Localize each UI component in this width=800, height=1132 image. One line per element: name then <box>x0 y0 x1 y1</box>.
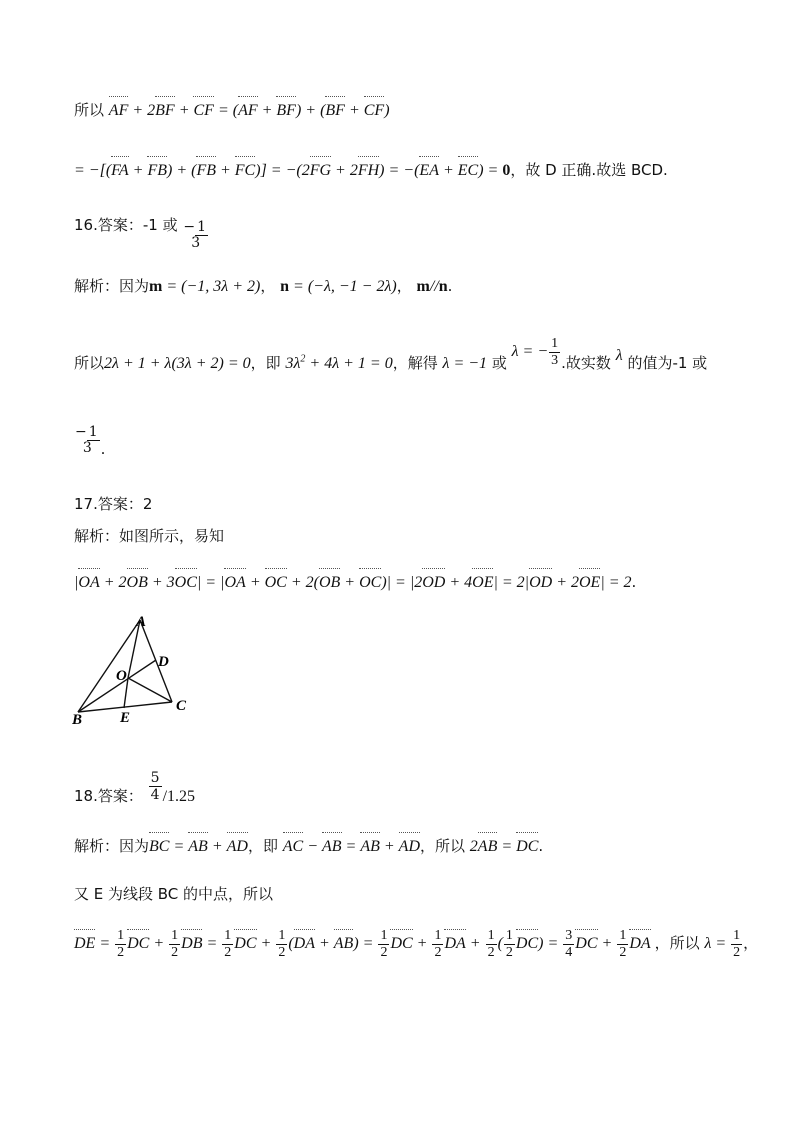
intro-text: 所以 <box>74 101 105 119</box>
expr-3: 2AB = DC <box>469 838 539 855</box>
final-tail: ，所以 <box>654 934 700 953</box>
q18-analysis-line-2: 又 E 为线段 BC 的中点，所以 <box>74 885 274 903</box>
final-vector-equation: DE = $\frac{1}{2}$ DC + $\frac{1}{2}$ DB = $\frac{1}{2}$ DC + $\frac{1}{2}$ (DA + AB) = $\frac{1}{2}$ DC + $\frac{1}{2}$ DA + $\frac{1}{2}$ ( $\frac{1}{2}$ DC) = $\frac{3}{4}$ DC + $\frac{1}{2}$ DA <box>74 928 651 960</box>
lambda-symbol: λ <box>615 347 623 365</box>
conclusion-text-1: .故实数 <box>561 354 611 373</box>
q18-analysis-line-1: 解析：因为BC = AB + AD，即 AC − AB = AB + AD，所以 2AB = DC. <box>74 837 544 855</box>
eq-mid: ，即 <box>250 354 281 373</box>
q18-answer <box>74 770 195 803</box>
mid-1: ，即 <box>247 837 278 855</box>
lambda-half: λ = $\frac{1}{2}$ <box>704 928 741 960</box>
label-C: C <box>176 698 187 714</box>
solve-text: ，解得 <box>392 354 438 373</box>
eq-prefix: 所以 <box>74 354 105 373</box>
solution-2: λ = − $\frac{1}{3}$ <box>511 336 559 368</box>
label-O: O <box>116 668 127 684</box>
q16-analysis-prefix: 解析：因为 <box>74 277 150 295</box>
q18-final-equation: DE = $\frac{1}{2}$ DC + $\frac{1}{2}$ DB = $\frac{1}{2}$ DC + $\frac{1}{2}$ (DA + AB) = $\frac{1}{2}$ DC + $\frac{1}{2}$ DA + $\frac{1}{2}$ ( $\frac{1}{2}$ DC) = $\frac{3}{4}$ DC + $\frac{1}{2}$ DA ，所以 λ = $\frac{1}{2}$ ， <box>74 928 759 960</box>
vector-m-expr: m = (−1, 3λ + 2) <box>149 278 261 295</box>
q17-analysis: 解析：如图所示，易知 <box>74 527 225 545</box>
expr-2: AC − AB = AB + AD <box>282 838 420 855</box>
proof-line-2 <box>74 160 668 181</box>
q16-final-fraction: − 1 3 . <box>75 424 106 458</box>
label-B: B <box>72 712 83 724</box>
expr-1: BC = AB + AD <box>149 838 248 855</box>
q17-equation: |OA + 2OB + 3OC| = |OA + OC + 2(OB + OC)| = |2OD + 4OE| = 2|OD + 2OE| = 2. <box>74 573 637 591</box>
vector-equation-1: AF + 2BF + CF = (AF + BF) + (BF + CF) <box>108 102 390 119</box>
label-A: A <box>136 614 147 630</box>
q16-label: 16.答案：-1 或 <box>74 216 178 234</box>
q18-fraction: $\frac{5}{4}$ <box>150 770 160 803</box>
triangle-figure <box>72 614 192 724</box>
q18-label: 18.答案： <box>74 786 143 805</box>
proof-line-1 <box>74 100 390 121</box>
q17-label: 17.答案：2 <box>74 495 153 513</box>
mid-2: ，所以 <box>420 837 466 855</box>
solution-1: λ = −1 <box>442 355 488 373</box>
q16-answer <box>74 214 209 251</box>
conclusion-text: ，故 D 正确.故选 BCD. <box>510 161 668 179</box>
parallel-condition: m//n <box>416 278 448 295</box>
equation-1: 2λ + 1 + λ(3λ + 2) = 0 <box>104 355 251 373</box>
or-text: 或 <box>491 354 507 373</box>
vector-equation-2: = −[(FA + FB) + (FB + FC)] = −(2FG + 2FH) = −(EA + EC) = 0 <box>74 162 511 179</box>
conclusion-text-2: 的值为-1 或 <box>627 354 708 373</box>
neg-one-third: − 1 3 <box>75 424 98 456</box>
label-E: E <box>120 710 131 724</box>
q16-analysis-line-1: 解析：因为m = (−1, 3λ + 2)， n = (−λ, −1 − 2λ)， m//n. <box>74 277 453 295</box>
q16-analysis-line-2 <box>74 336 708 381</box>
equation-2: $3\lambda^2 + 4\lambda + 1 = 0$ <box>285 353 393 373</box>
label-D: D <box>158 654 169 670</box>
q16-fraction: − 1 3 <box>183 219 207 251</box>
q18-decimal: /1.25 <box>162 787 196 805</box>
vector-n-expr: n = (−λ, −1 − 2λ) <box>280 278 397 295</box>
q18-analysis-prefix: 解析：因为 <box>74 837 150 855</box>
